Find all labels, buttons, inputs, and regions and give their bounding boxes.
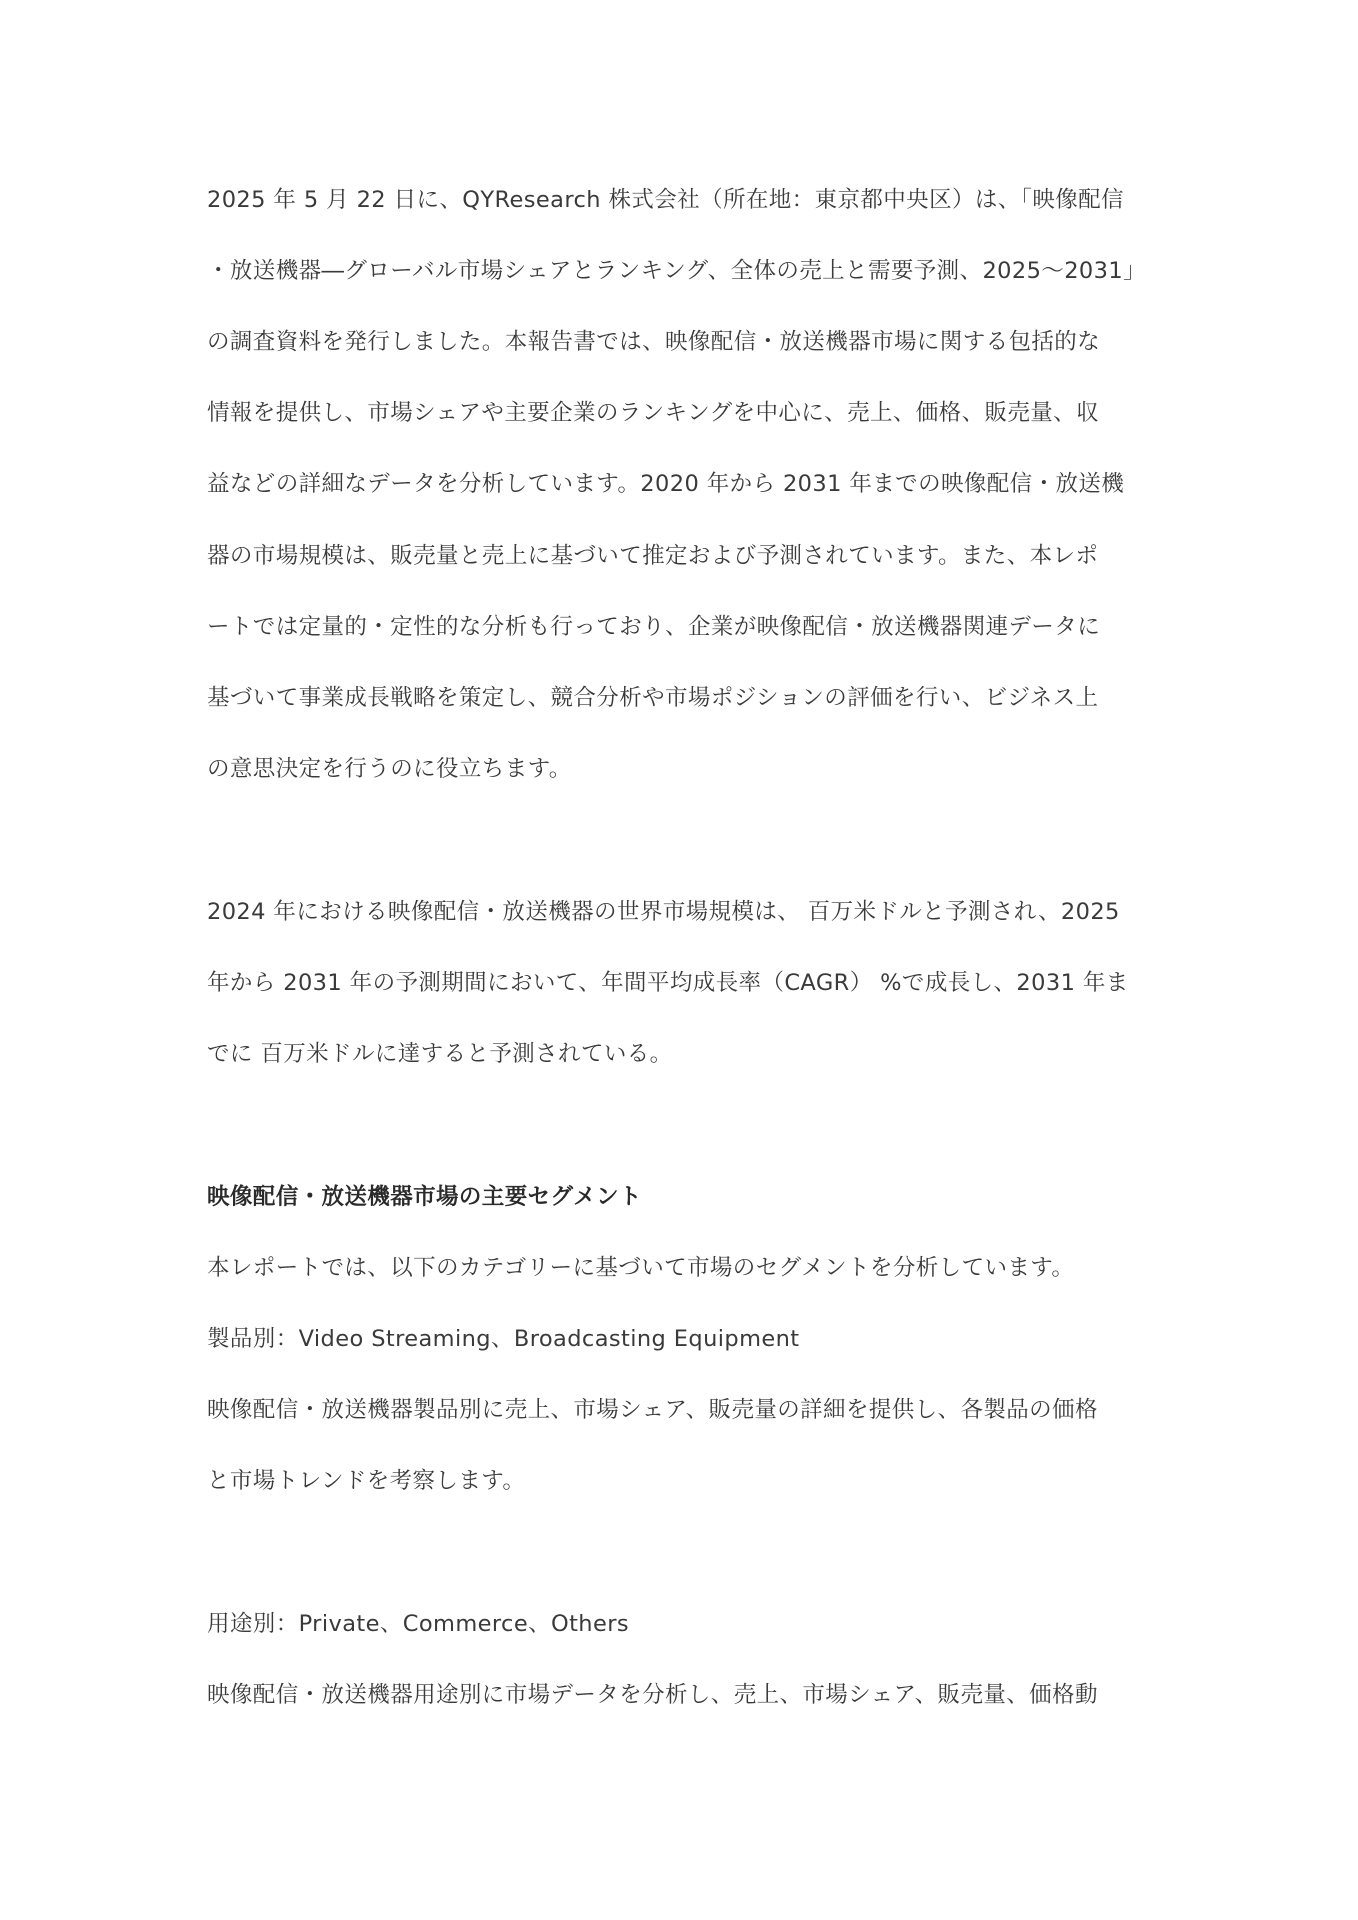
by-application-desc-line-1: 映像配信・放送機器用途別に市場データを分析し、売上、市場シェア、販売量、価格動 — [207, 1682, 1098, 1708]
by-product-desc-line-2: と市場トレンドを考察します。 — [207, 1468, 526, 1494]
paragraph-2-line-3: でに 百万米ドルに達すると予測されている。 — [207, 1041, 673, 1067]
paragraph-1-line-6: 器の市場規模は、販売量と売上に基づいて推定および予測されています。また、本レポ — [207, 543, 1099, 569]
paragraph-1-line-8: 基づいて事業成長戦略を策定し、競合分析や市場ポジションの評価を行い、ビジネス上 — [207, 685, 1099, 711]
paragraph-2-line-1: 2024 年における映像配信・放送機器の世界市場規模は、 百万米ドルと予測され、2025 — [207, 899, 1120, 925]
paragraph-1-line-5: 益などの詳細なデータを分析しています。2020 年から 2031 年までの映像配信・放送機 — [207, 471, 1125, 497]
section-heading: 映像配信・放送機器市場の主要セグメント — [207, 1184, 642, 1210]
paragraph-1-line-7: ートでは定量的・定性的な分析も行っており、企業が映像配信・放送機器関連データに — [207, 614, 1101, 640]
paragraph-1-line-1: 2025 年 5 月 22 日に、QYResearch 株式会社（所在地：東京都中央区）は、「映像配信 — [207, 187, 1124, 213]
paragraph-1-line-3: の調査資料を発行しました。本報告書では、映像配信・放送機器市場に関する包括的な — [207, 329, 1101, 355]
by-application-label: 用途別：Private、Commerce、Others — [207, 1611, 629, 1637]
paragraph-1-line-9: の意思決定を行うのに役立ちます。 — [207, 756, 572, 782]
section-intro: 本レポートでは、以下のカテゴリーに基づいて市場のセグメントを分析しています。 — [207, 1255, 1075, 1281]
paragraph-1-line-2: ・放送機器―グローバル市場シェアとランキング、全体の売上と需要予測、2025～2031」 — [207, 258, 1146, 284]
paragraph-1-line-4: 情報を提供し、市場シェアや主要企業のランキングを中心に、売上、価格、販売量、収 — [207, 400, 1099, 426]
by-product-desc-line-1: 映像配信・放送機器製品別に売上、市場シェア、販売量の詳細を提供し、各製品の価格 — [207, 1397, 1098, 1423]
paragraph-2-line-2: 年から 2031 年の予測期間において、年間平均成長率（CAGR） %で成長し、2031 年ま — [207, 970, 1129, 996]
by-product-label: 製品別：Video Streaming、Broadcasting Equipment — [207, 1326, 800, 1352]
